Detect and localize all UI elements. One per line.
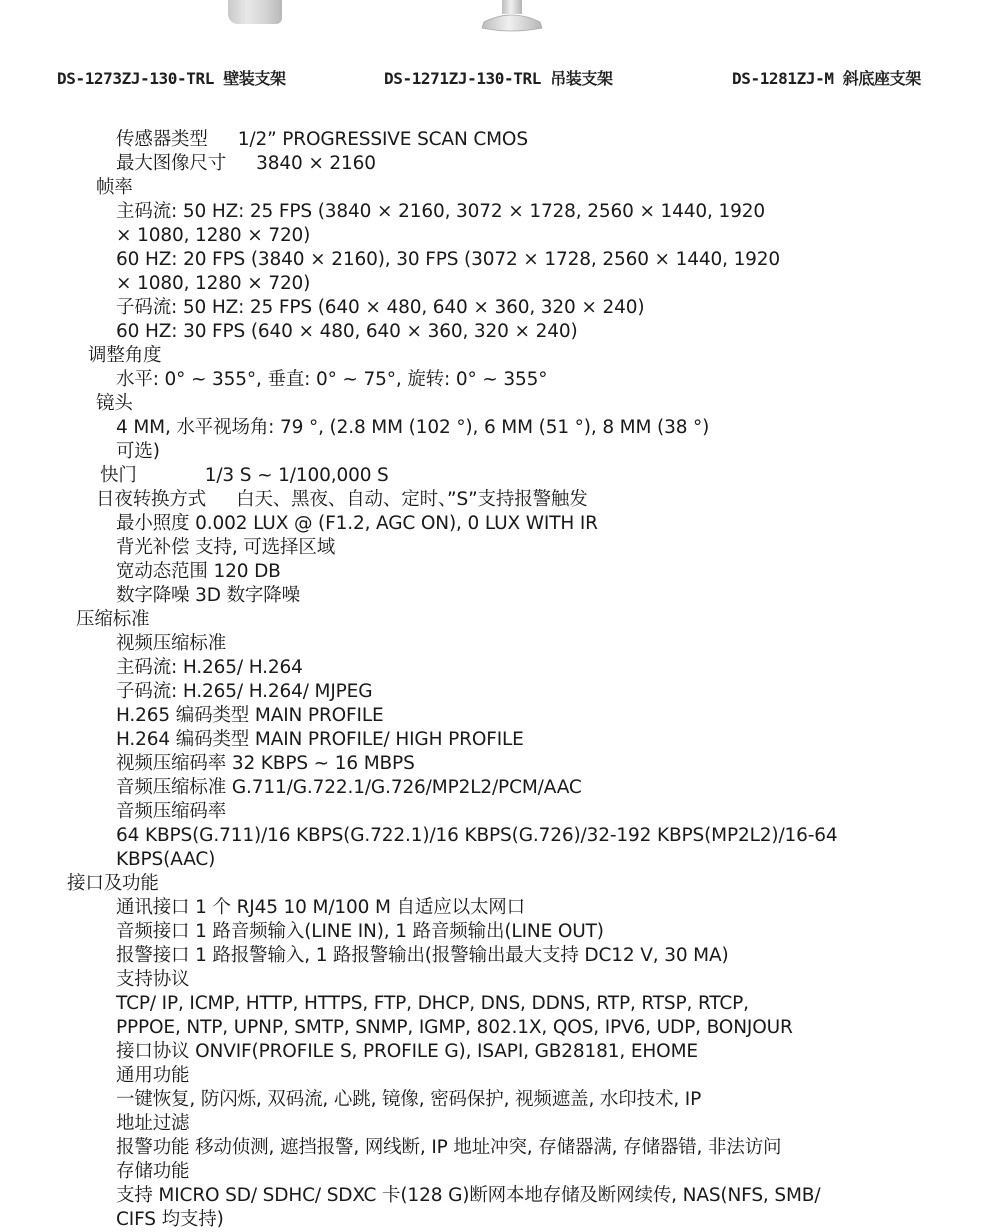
spec-line: 60 HZ: 30 FPS (640 × 480, 640 × 360, 320 × 240) [116,321,578,342]
spec-line: 64 KBPS(G.711)/16 KBPS(G.722.1)/16 KBPS(G.726)/32-192 KBPS(MP2L2)/16-64 [116,825,838,846]
spec-value: 1/3 S ~ 1/100,000 S [204,465,389,486]
spec-line: 60 HZ: 20 FPS (3840 × 2160), 30 FPS (3072 × 1728, 2560 × 1440, 1920 [116,249,781,270]
spec-value: 1/2” PROGRESSIVE SCAN CMOS [237,129,528,150]
spec-line: TCP/ IP, ICMP, HTTP, HTTPS, FTP, DHCP, DNS, DDNS, RTP, RTSP, RTCP, [116,993,749,1014]
spec-line: H.264 编码类型 MAIN PROFILE/ HIGH PROFILE [116,729,524,750]
spec-line: 音频接口 1 路音频输入(LINE IN), 1 路音频输出(LINE OUT) [116,921,604,942]
section-heading-interfaces: 接口及功能 [67,873,159,894]
spec-line: 4 MM, 水平视场角: 79 °, (2.8 MM (102 °), 6 MM (51 °), 8 MM (38 °) [116,417,710,438]
spec-line: 支持 MICRO SD/ SDHC/ SDXC 卡(128 G)断网本地存储及断网续传, NAS(NFS, SMB/ [116,1185,821,1206]
spec-value: 3840 × 2160 [256,153,376,174]
spec-line: 子码流: 50 HZ: 25 FPS (640 × 480, 640 × 360, 320 × 240) [116,297,645,318]
spec-line: 通讯接口 1 个 RJ45 10 M/100 M 自适应以太网口 [116,897,525,918]
spec-row-sensor [0,128,990,152]
spec-line: 报警功能 移动侦测, 遮挡报警, 网线断, IP 地址冲突, 存储器满, 存储器错, 非法访问 [116,1137,782,1158]
bracket-captions [0,66,990,94]
spec-line: 音频压缩标准 G.711/G.722.1/G.726/MP2L2/PCM/AAC [116,777,582,798]
spec-line: × 1080, 1280 × 720) [116,225,311,246]
spec-label: 最大图像尺寸 [116,153,227,174]
wall-mount-bracket-image [228,0,282,24]
spec-line: 水平: 0° ~ 355°, 垂直: 0° ~ 75°, 旋转: 0° ~ 355° [116,369,548,390]
spec-line: 通用功能 [116,1065,190,1086]
spec-line: 地址过滤 [116,1113,190,1134]
spec-line: 报警接口 1 路报警输入, 1 路报警输出(报警输出最大支持 DC12 V, 30 MA) [116,945,729,966]
spec-line: KBPS(AAC) [116,849,216,870]
spec-line: 接口协议 ONVIF(PROFILE S, PROFILE G), ISAPI, GB28181, EHOME [116,1041,698,1062]
spec-list [0,128,990,1232]
spec-line: 主码流: 50 HZ: 25 FPS (3840 × 2160, 3072 × 1728, 2560 × 1440, 1920 [116,201,765,222]
spec-row-max-resolution [0,152,990,176]
spec-line: 背光补偿 支持, 可选择区域 [116,537,336,558]
spec-label: 日夜转换方式 [96,489,207,510]
pendant-mount-bracket-image [478,0,546,34]
spec-line: 宽动态范围 120 DB [116,561,281,582]
spec-label: 传感器类型 [116,129,208,150]
spec-line: 一键恢复, 防闪烁, 双码流, 心跳, 镜像, 密码保护, 视频遮盖, 水印技术, IP [116,1089,702,1110]
spec-label: 快门 [100,465,137,486]
section-heading-lens: 镜头 [96,393,133,414]
spec-line: 可选) [116,441,160,462]
caption-tilt-mount: DS-1281ZJ-M 斜底座支架 [732,69,921,88]
caption-pendant-mount: DS-1271ZJ-130-TRL 吊装支架 [384,69,613,88]
caption-wall-mount: DS-1273ZJ-130-TRL 壁装支架 [57,69,286,88]
spec-line: 数字降噪 3D 数字降噪 [116,585,300,606]
spec-line: H.265 编码类型 MAIN PROFILE [116,705,384,726]
section-heading-adjust-angle: 调整角度 [88,345,162,366]
spec-row-shutter [0,464,990,488]
spec-line: 音频压缩码率 [116,801,227,822]
spec-row-day-night [0,488,990,512]
spec-line: 支持协议 [116,969,190,990]
spec-line: 视频压缩标准 [116,633,227,654]
spec-line: 存储功能 [116,1161,190,1182]
spec-line: 最小照度 0.002 LUX @ (F1.2, AGC ON), 0 LUX WITH IR [116,513,598,534]
spec-line: 视频压缩码率 32 KBPS ~ 16 MBPS [116,753,415,774]
spec-value: 白天、黑夜、自动、定时、”S”支持报警触发 [236,489,588,510]
section-heading-frame-rate: 帧率 [96,177,133,198]
section-heading-compression: 压缩标准 [76,609,150,630]
spec-line: × 1080, 1280 × 720) [116,273,311,294]
spec-line: CIFS 均支持) [116,1209,224,1230]
spec-line: 子码流: H.265/ H.264/ MJPEG [116,681,373,702]
spec-line: PPPOE, NTP, UPNP, SMTP, SNMP, IGMP, 802.1X, QOS, IPV6, UDP, BONJOUR [116,1017,793,1038]
spec-line: 主码流: H.265/ H.264 [116,657,303,678]
